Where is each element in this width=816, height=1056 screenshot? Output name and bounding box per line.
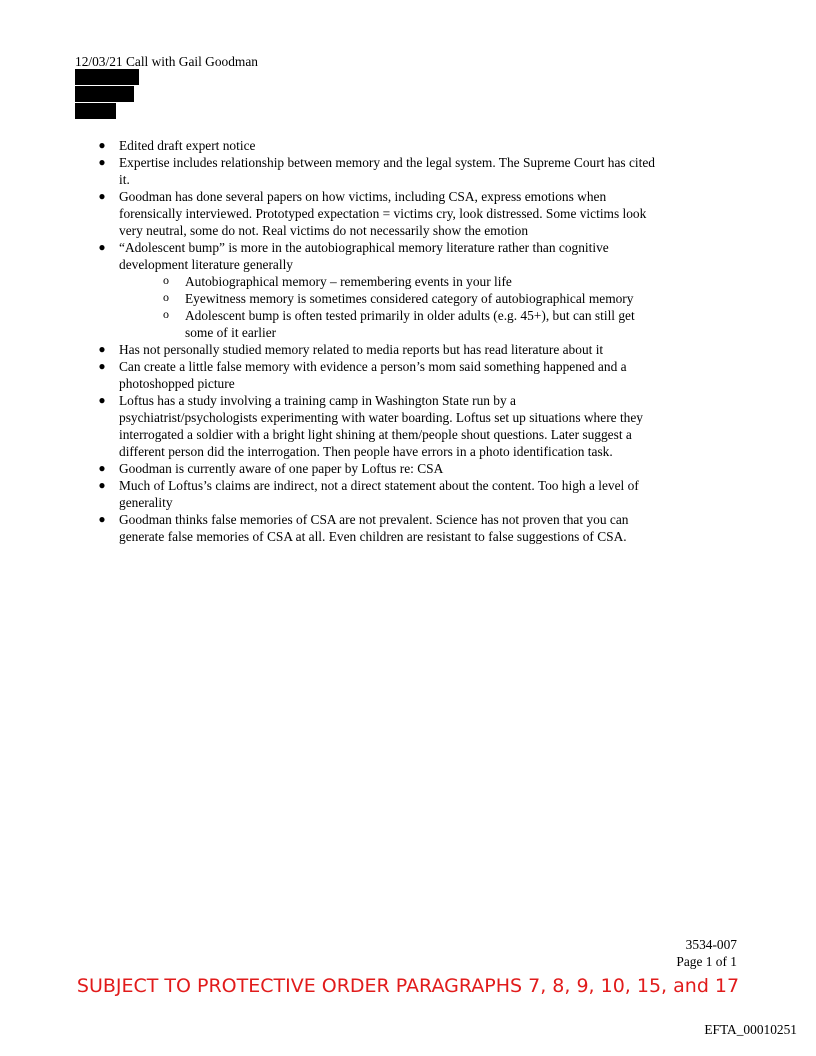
notes-list xyxy=(97,137,657,545)
sub-note-item xyxy=(119,290,657,307)
note-text: Can create a little false memory with evidence a person’s mom said something happened and a photoshopped picture xyxy=(119,359,627,391)
note-text: Loftus has a study involving a training camp in Washington State run by a psychiatrist/psychologists experimenting with water boarding. Loftus set up situations where they interrogated a soldier with a bright light shining at them/people shout questions. Later suggest a different person did the interrogation. Then people have errors in a photo identification task. xyxy=(119,393,644,459)
note-item xyxy=(97,392,657,460)
sub-note-item xyxy=(119,307,657,341)
circle-bullet-icon: o xyxy=(163,273,169,287)
sub-note-text: Adolescent bump is often tested primarily in older adults (e.g. 45+), but can still get some of it earlier xyxy=(185,308,635,340)
note-item xyxy=(97,188,657,239)
note-text: Goodman thinks false memories of CSA are not prevalent. Science has not proven that you can generate false memories of CSA at all. Even children are resistant to false suggestions of CSA. xyxy=(119,512,629,544)
bates-number: EFTA_00010251 xyxy=(704,1022,797,1037)
note-item xyxy=(97,460,657,477)
redaction-box xyxy=(75,86,134,102)
bullet-icon: ● xyxy=(98,393,106,407)
bullet-icon: ● xyxy=(98,512,106,526)
note-text: Edited draft expert notice xyxy=(119,138,256,153)
note-text: Expertise includes relationship between memory and the legal system. The Supreme Court has cited it. xyxy=(119,155,655,187)
note-item xyxy=(97,477,657,511)
sub-notes-list xyxy=(119,273,657,341)
bullet-icon: ● xyxy=(98,189,106,203)
document-number: 3534-007 xyxy=(685,937,737,952)
bullet-icon: ● xyxy=(98,478,106,492)
document-title: 12/03/21 Call with Gail Goodman xyxy=(75,54,258,69)
note-item xyxy=(97,511,657,545)
note-text: Much of Loftus’s claims are indirect, not a direct statement about the content. Too high a level of generality xyxy=(119,478,639,510)
protective-order-notice: SUBJECT TO PROTECTIVE ORDER PARAGRAPHS 7, 8, 9, 10, 15, and 17 xyxy=(76,975,740,997)
bullet-icon: ● xyxy=(98,138,106,152)
page-reference xyxy=(676,936,737,970)
bullet-icon: ● xyxy=(98,155,106,169)
note-item xyxy=(97,137,657,154)
redaction-box xyxy=(75,103,116,119)
bullet-icon: ● xyxy=(98,359,106,373)
note-text: Has not personally studied memory related to media reports but has read literature about it xyxy=(119,342,604,357)
page-number: Page 1 of 1 xyxy=(676,954,737,969)
bullet-icon: ● xyxy=(98,240,106,254)
redaction-box xyxy=(75,69,139,85)
bullet-icon: ● xyxy=(98,342,106,356)
note-text: Goodman is currently aware of one paper by Loftus re: CSA xyxy=(119,461,444,476)
note-item xyxy=(97,358,657,392)
circle-bullet-icon: o xyxy=(163,307,169,321)
note-text: Goodman has done several papers on how victims, including CSA, express emotions when forensically interviewed. Prototyped expectation = victims cry, look distressed. Some victims look very neutral, some do not. Real victims do not necessarily show the emotion xyxy=(119,189,647,238)
circle-bullet-icon: o xyxy=(163,290,169,304)
sub-note-item xyxy=(119,273,657,290)
sub-note-text: Eyewitness memory is sometimes considered category of autobiographical memory xyxy=(185,291,634,306)
note-item xyxy=(97,154,657,188)
bullet-icon: ● xyxy=(98,461,106,475)
sub-note-text: Autobiographical memory – remembering events in your life xyxy=(185,274,512,289)
note-item xyxy=(97,341,657,358)
note-text: “Adolescent bump” is more in the autobiographical memory literature rather than cognitive development literature generally xyxy=(119,240,609,272)
note-item xyxy=(97,239,657,341)
